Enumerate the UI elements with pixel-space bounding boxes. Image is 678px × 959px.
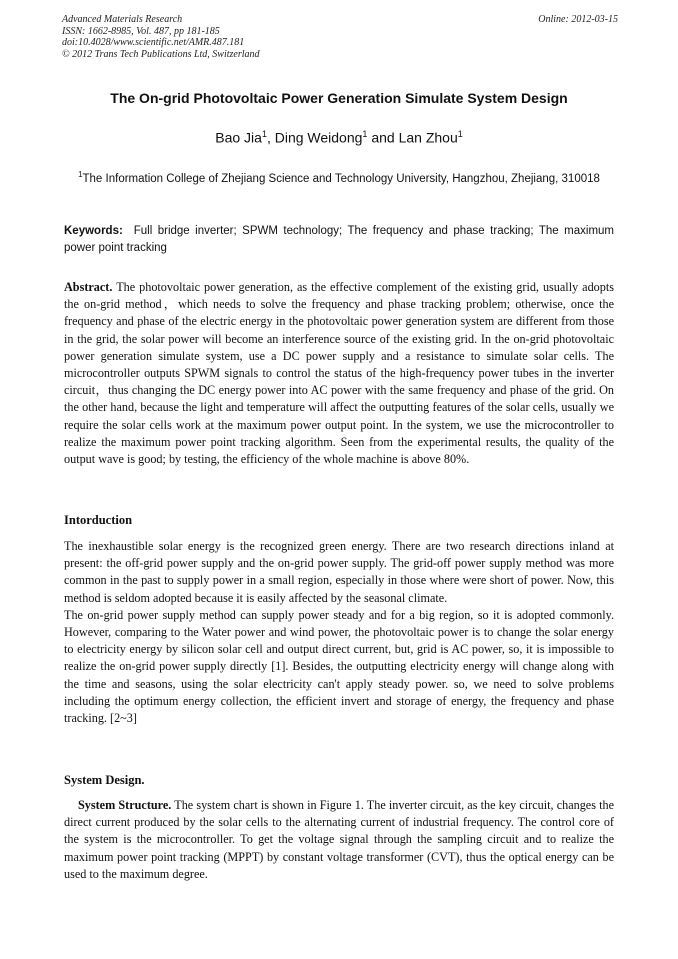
keywords-block <box>64 223 614 257</box>
author-affil-mark: 1 <box>362 129 368 139</box>
author-name: Bao Jia <box>215 129 262 146</box>
author-separator: and <box>367 129 399 146</box>
affiliation-text: The Information College of Zhejiang Science and Technology University, Hangzhou, Zhejiang, 310018 <box>82 172 600 185</box>
abstract-text: The photovoltaic power generation, as the effective complement of the existing grid, usually adopts the on-grid method，which needs to solve the frequency and phase tracking problem; otherwise, once the frequency and phase of the electric energy in the photovoltaic power generation system are different from those in the grid, the solar power will become an interference source of the existing grid. In the on-grid photovoltaic power generation simulate system, use a DC power supply and a resistance to simulate solar cells. The microcontroller outputs SPWM signals to control the status of the high-frequency power tubes in the inverter circuit，thus changing the DC energy power into AC power with the same frequency and phase of the grid. On the other hand, because the light and temperature will affect the outputting features of the solar cells, usually we require the solar cells work at the maximum power output point. In the system, we use the microcontroller to realize the maximum power point tracking algorithm. Seen from the experimental results, the quality of the output wave is good; by testing, the efficiency of the whole machine is above 80%. <box>64 280 614 467</box>
paragraph: The inexhaustible solar energy is the recognized green energy. There are two research directions inland at present: the off-grid power supply and the on-grid power supply. The grid-off power supply method was more common in the past to supply power in a small region, especially in those where were short of power. Now, this method is seldom adopted because it is easily affected by the seasonal climate. <box>64 539 614 605</box>
author-name: Lan Zhou <box>398 129 458 146</box>
system-structure-paragraph <box>64 797 614 883</box>
issn-line: ISSN: 1662-8985, Vol. 487, pp 181-185 <box>62 25 220 37</box>
keywords-label: Keywords: <box>64 225 123 237</box>
introduction-body <box>64 538 614 727</box>
abstract-block <box>64 279 614 468</box>
affiliation <box>70 165 608 189</box>
journal-name: Advanced Materials Research <box>62 14 183 25</box>
author-affil-mark: 1 <box>457 129 463 139</box>
subsection-label: System Structure. <box>78 798 172 812</box>
copyright-line: © 2012 Trans Tech Publications Ltd, Switzerland <box>62 48 260 60</box>
online-date: Online: 2012-03-15 <box>538 14 618 25</box>
section-heading-system-design: System Design. <box>64 773 145 787</box>
author-affil-mark: 1 <box>261 129 267 139</box>
author-name: Ding Weidong <box>274 129 363 146</box>
affiliation-mark: 1 <box>78 170 83 179</box>
abstract-label: Abstract. <box>64 280 113 294</box>
paragraph: The on-grid power supply method can supply power steady and for a big region, so it is adopted commonly. However, comparing to the Water power and wind power, the photovoltaic power is to change the solar energy to electricity energy by silicon solar cell and output direct current, but, grid is AC power, so, it is impossible to realize the on-grid power supply directly [1]. Besides, the outputting electricity energy will change along with the time and seasons, using the solar electricity can't apply steady power. so, we need to solve problems including the optimum energy collection, the efficient invert and storage of energy, the frequency and phase tracking. [2~3] <box>64 607 614 726</box>
section-heading-introduction: Intorduction <box>64 513 133 527</box>
author-list <box>40 129 638 146</box>
paper-title: The On-grid Photovoltaic Power Generation Simulate System Design <box>110 90 568 106</box>
doi-line: doi:10.4028/www.scientific.net/AMR.487.181 <box>62 37 245 48</box>
journal-header <box>62 14 618 60</box>
paragraph-text: The system chart is shown in Figure 1. The inverter circuit, as the key circuit, changes the direct current produced by the solar cells to the alternating current of industrial frequency. The control core of the system is the microcontroller. To get the voltage signal through the sampling circuit and to realize the maximum power point tracking (MPPT) by constant voltage transformer (CVT), thus the optical energy can be used to the maximum degree. <box>64 798 615 881</box>
keywords-text: Full bridge inverter; SPWM technology; The frequency and phase tracking; The maximum power point tracking <box>64 225 614 254</box>
author-separator: , <box>266 129 275 146</box>
